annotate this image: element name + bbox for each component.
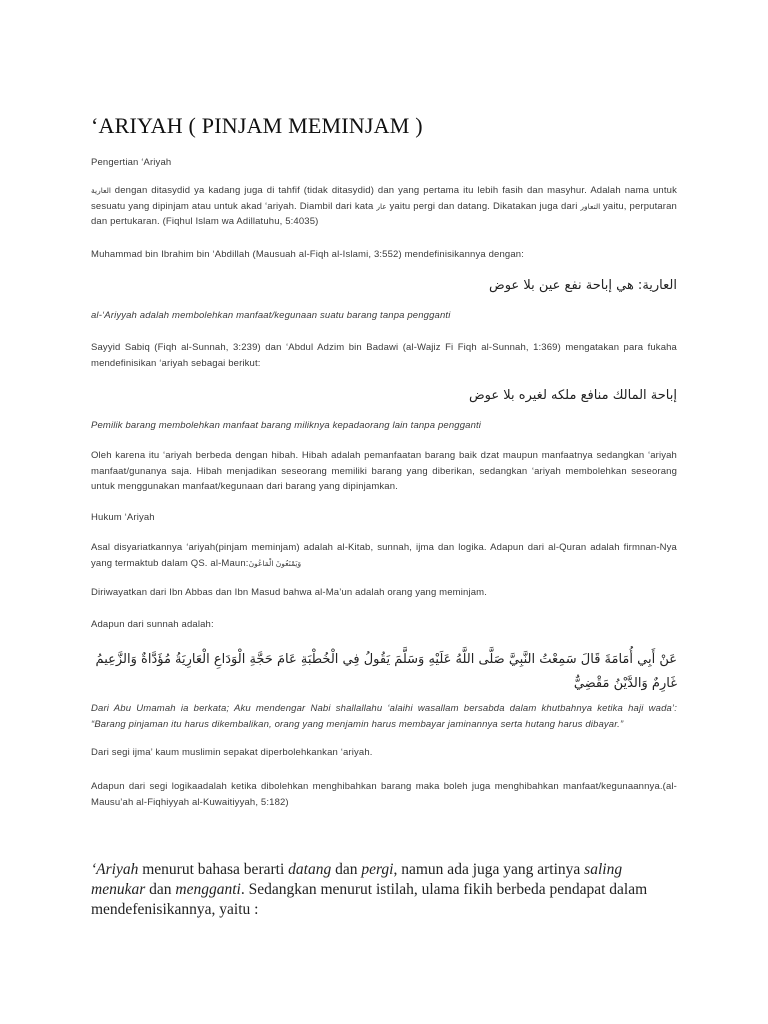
sunnah-intro-line: Adapun dari sunnah adalah:: [91, 619, 214, 630]
muhammad-definition-line: Muhammad bin Ibrahim bin ‘Abdillah (Mausuah al-Fiqh al-Islami, 3:552) mendefinisikannya dengan:: [91, 249, 524, 260]
diriwayatkan-line: Diriwayatkan dari Ibn Abbas dan Ibn Masud bahwa al-Ma’un adalah orang yang meminjam.: [91, 587, 487, 598]
page-title: ‘ARIYAH ( PINJAM MEMINJAM ): [91, 113, 423, 138]
arabic-definition-1: العارية: هي إباحة نفع عين بلا عوض: [489, 278, 677, 293]
arabic-term-ar: عار: [376, 201, 387, 211]
ariyah-vs-hibah-paragraph: Oleh karena itu ‘ariyah berbeda dengan hibah. Hibah adalah pemanfaatan barang baik dzat maupun manfaatnya sedangkan ‘ariyah manfaat/gunanya saja. Hibah menjadikan seseorang memiliki barang yang diberikan, sedangkan ‘ariyah membolehkan seseorang untuk menggunakan manfaat/kegunaan dari barang yang dipinjamkan.: [91, 450, 677, 492]
ijma-line: Dari segi ijma’ kaum muslimin sepakat diperbolehkankan ‘ariyah.: [91, 747, 373, 758]
sayyid-sabiq-paragraph: Sayyid Sabiq (Fiqh al-Sunnah, 3:239) dan ‘Abdul Adzim bin Badawi (al-Wajiz Fi Fiqh al-Sunnah, 1:369) mengatakan para fukaha mendefinisikan ‘ariyah sebagai berikut:: [91, 342, 677, 369]
hadith-translation: Dari Abu Umamah ia berkata; Aku mendengar Nabi shallallahu ‘alaihi wasallam bersabda dalam khutbahnya ketika haji wada’: “Barang pinjaman itu harus dikembalikan, orang yang menjamin harus membayar jaminannya serta hutang harus dibayar.”: [91, 703, 677, 730]
definition-paragraph: العارية dengan ditasydid ya kadang juga di tahfif (tidak ditasydid) dan yang pertama itu lebih fasih dan masyhur. Adalah nama untuk sesuatu yang dipinjam atau untuk akad ‘ariyah. Diambil dari kata عار yaitu pergi dan datang. Dikatakan juga dari التعاور yaitu, perputaran dan pertukaran. (Fiqhul Islam wa Adillatuhu, 5:4035): [91, 185, 677, 227]
bottom-paragraph: ‘Ariyah menurut bahasa berarti datang dan pergi, namun ada juga yang artinya saling menukar dan mengganti. Sedangkan menurut istilah, ulama fikih berbeda pendapat dalam mendefenisikannya, yaitu :: [91, 861, 648, 918]
arabic-term-ariyah: العارية: [91, 186, 112, 195]
translation-2: Pemilik barang membolehkan manfaat barang miliknya kepadaorang lain tanpa pengganti: [91, 420, 482, 431]
section-heading-pengertian: Pengertian ‘Ariyah: [91, 157, 172, 168]
arabic-definition-2: إباحة المالك منافع ملكه لغيره بلا عوض: [468, 388, 677, 403]
hadith-arabic: عَنْ أَبِي أُمَامَةَ قَالَ سَمِعْتُ النَّبِيَّ صَلَّى اللَّهُ عَلَيْهِ وَسَلَّمَ يَقُولُ فِي الْخُطْبَةِ عَامَ حَجَّةِ الْوَدَاعِ الْعَارِيَةُ مُؤَدَّاةٌ وَالزَّعِيمُ غَارِمٌ وَالدَّيْنُ مَقْضِيٌّ: [95, 652, 677, 691]
section-heading-hukum: Hukum ‘Ariyah: [91, 512, 155, 523]
quran-ayah-maun: وَيَمْنَعُونَ الْمَاعُونَ: [248, 558, 302, 568]
arabic-term-taawur: التعاور: [580, 201, 601, 211]
asal-disyariatkan-paragraph: Asal disyariatkannya ‘ariyah(pinjam meminjam) adalah al-Kitab, sunnah, ijma dan logika. Adapun dari al-Quran adalah firmnan-Nya yang termaktub dalam QS. al-Maun:وَيَمْنَعُونَ الْمَاعُونَ: [91, 542, 677, 569]
logika-paragraph: Adapun dari segi logikaadalah ketika dibolehkan menghibahkan barang maka boleh juga menghibahkan manfaat/kegunaannya.(al-Mausu’ah al-Fiqhiyyah al-Kuwaitiyyah, 5:182): [91, 781, 677, 808]
translation-1: al-‘Ariyyah adalah membolehkan manfaat/kegunaan suatu barang tanpa pengganti: [91, 310, 451, 321]
